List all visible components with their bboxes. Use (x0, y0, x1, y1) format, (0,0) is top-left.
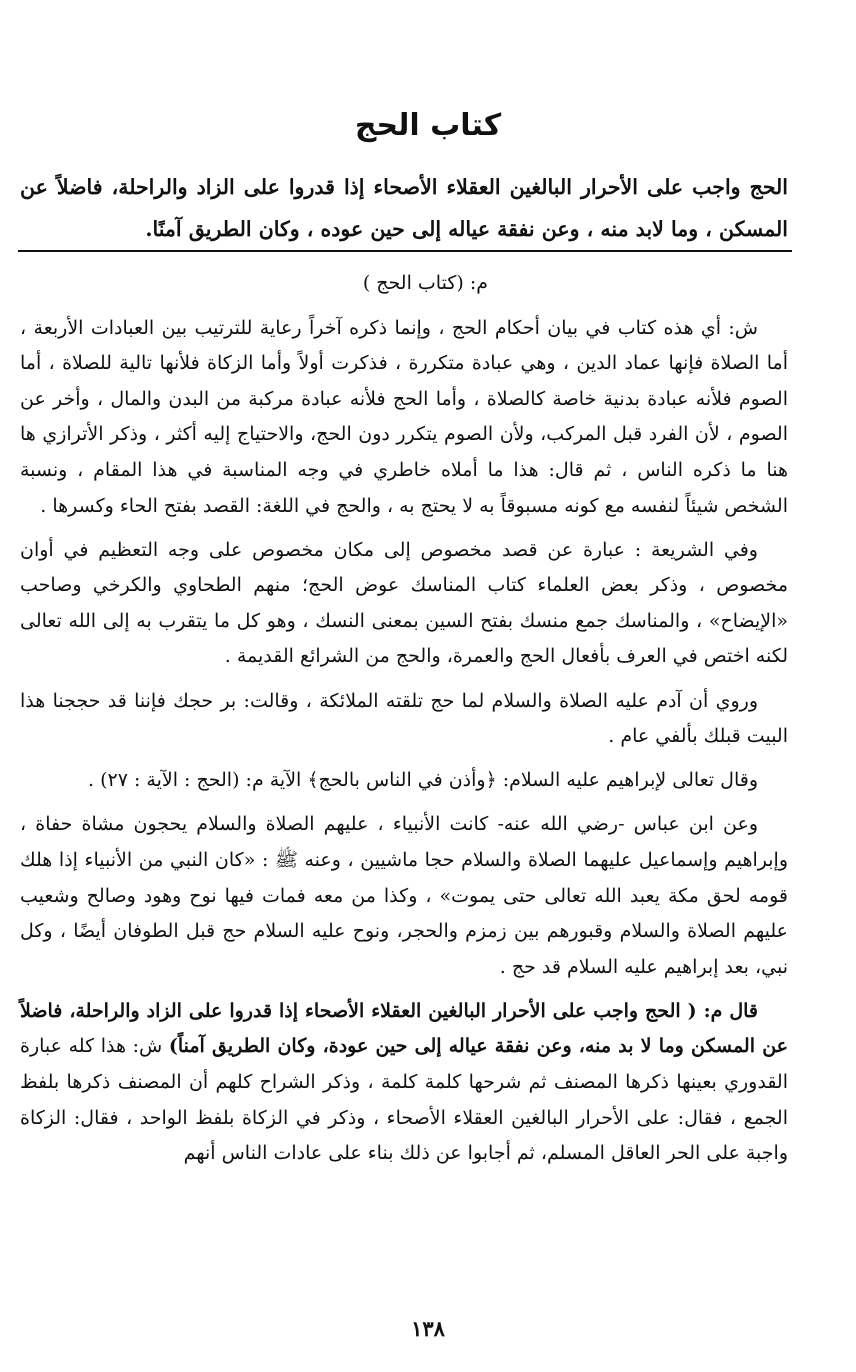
commentary-paragraph (20, 994, 788, 1172)
commentary-paragraph: وروي أن آدم عليه الصلاة والسلام لما حج تلقته الملائكة ، وقالت: بر حجك فإننا قد حججنا هذا البيت قبلك بألفي عام . (20, 689, 788, 748)
commentary-paragraph: وعن ابن عباس -رضي الله عنه- كانت الأنبياء ، عليهم الصلاة والسلام يحجون مشاة حفاة ، وإبراهيم وإسماعيل عليهما الصلاة والسلام حجا ماشيين ، وعنه ﷺ : «كان النبي من الأنبياء إذا هلك قومه لحق مكة يعبد الله تعالى حتى يموت» ، وكذا من معه فمات فيها نوح وهود وصالح وشعيب عليهم الصلاة والسلام وقبورهم بين زمزم والحجر، ونوح عليه السلام حج قبل الطوفان أيضًا ، وكل نبي، بعد إبراهيم عليه السلام قد حج . (20, 813, 788, 978)
page-number: ١٣٨ (411, 1316, 445, 1341)
quoted-matn: قال م: ( الحج واجب على الأحرار البالغين العقلاء الأصحاء إذا قدروا على الزاد والراحلة، فاضلاً عن المسكن وما لا بد منه، وعن نفقة عياله إلى حين عودة، وكان الطريق آمناً) (20, 999, 788, 1058)
matn-text: الحج واجب على الأحرار البالغين العقلاء الأصحاء إذا قدروا على الزاد والراحلة، فاضلاً عن المسكن ، وما لابد منه ، وعن نفقة عياله إلى حين عوده ، وكان الطريق آمنًا. (20, 175, 788, 241)
commentary-text: ش: هذا كله عبارة القدوري بعينها ذكرها المصنف ثم شرحها كلمة كلمة ، وذكر الشراح كلهم أن المصنف ذكرها بلفظ الجمع ، فقال: على الأحرار البالغين العقلاء الأصحاء ، وذكر في الزكاة بلفظ الواحد ، فقال: الزكاة واجبة على الحر العاقل المسلم، ثم أجابوا عن ذلك بناء على عادات الناس أنهم (20, 1035, 788, 1165)
commentary-paragraph: ش: أي هذه كتاب في بيان أحكام الحج ، وإنما ذكره آخراً رعاية للترتيب بين العبادات الأربعة ، أما الصلاة فإنها عماد الدين ، وهي عبادة متكررة ، فذكرت أولاً وأما الزكاة فلأنها تالية للصلاة ، أما الصوم فلأنه عبادة بدنية خاصة كالصلاة ، وأما الحج فلأنه عبادة مركبة من البدن والمال ، وأخر عن الصوم ، لأن الفرد قبل المركب، ولأن الصوم يتكرر دون الحج، والاحتياج إليه أكثر ، وذكر الأترازي ها هنا ما ذكره الناس ، ثم قال: هذا ما أملاه خاطري في وجه المناسبة في هذا المقام ، ونسبة الشخص شيئاً لنفسه مع كونه مسبوقاً به لا يحتج به ، والحج في اللغة: القصد بفتح الحاء وكسرها . (20, 316, 788, 517)
commentary-body (20, 266, 788, 1180)
chapter-title: كتاب الحج (354, 108, 502, 143)
commentary-paragraph: وقال تعالى لإبراهيم عليه السلام: ﴿وأذن في الناس بالحج﴾ الآية م: (الحج : الآية : ٢٧) . (88, 769, 758, 792)
matn-reference: م: (كتاب الحج ) (362, 272, 488, 294)
commentary-paragraph: وفي الشريعة : عبارة عن قصد مخصوص إلى مكان مخصوص على وجه التعظيم في أوان مخصوص ، وذكر بعض العلماء كتاب المناسك عوض الحج؛ منهم الطحاوي والكرخي وصاحب «الإيضاح» ، والمناسك جمع منسك بفتح السين بمعنى النسك ، وهو كل ما يتقرب به إلى الله تعالى لكنه اختص في العرف بأفعال الحج والعمرة، والحج من الشرائع القديمة . (20, 538, 788, 668)
section-divider (18, 250, 792, 252)
